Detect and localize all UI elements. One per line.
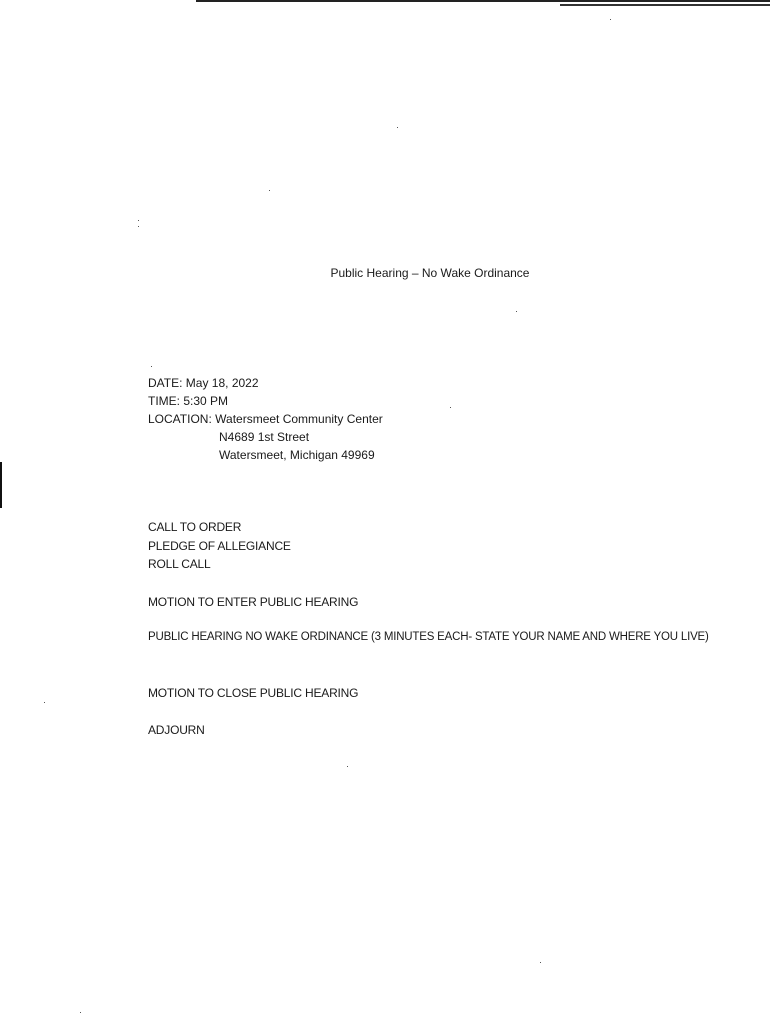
scan-speck xyxy=(44,702,45,703)
agenda-roll-call: ROLL CALL xyxy=(148,557,211,571)
location-row-3 xyxy=(148,446,383,464)
location-line3: Watersmeet, Michigan 49969 xyxy=(219,448,375,462)
scan-edge-top-right xyxy=(560,4,770,6)
agenda-public-hearing: PUBLIC HEARING NO WAKE ORDINANCE (3 MINUTES EACH- STATE YOUR NAME AND WHERE YOU LIVE) xyxy=(148,631,709,643)
agenda-adjourn: ADJOURN xyxy=(148,723,205,737)
agenda-call-to-order: CALL TO ORDER xyxy=(148,520,242,534)
scan-speck xyxy=(397,127,398,128)
time-value: 5:30 PM xyxy=(183,394,229,408)
scan-edge-top xyxy=(196,0,770,2)
scan-speck xyxy=(610,19,611,20)
time-label: TIME: xyxy=(148,394,180,408)
scan-speck xyxy=(450,407,451,408)
scan-speck xyxy=(269,190,270,191)
scan-speck xyxy=(80,1012,81,1013)
scan-speck xyxy=(138,226,139,227)
location-row xyxy=(148,410,383,428)
time-row xyxy=(148,392,383,410)
agenda-motion-close: MOTION TO CLOSE PUBLIC HEARING xyxy=(148,686,359,700)
location-label: LOCATION: xyxy=(148,412,212,426)
date-row xyxy=(148,374,383,392)
date-label: DATE: xyxy=(148,376,183,390)
location-line2: N4689 1st Street xyxy=(219,430,310,444)
meeting-info xyxy=(148,374,383,464)
location-line1: Watersmeet Community Center xyxy=(215,412,383,426)
scan-speck xyxy=(151,366,152,367)
scan-speck xyxy=(516,311,517,312)
document-title: Public Hearing – No Wake Ordinance xyxy=(330,266,530,280)
agenda-pledge: PLEDGE OF ALLEGIANCE xyxy=(148,539,291,553)
scan-speck xyxy=(138,220,139,221)
agenda-motion-enter: MOTION TO ENTER PUBLIC HEARING xyxy=(148,595,359,609)
scan-speck xyxy=(347,766,348,767)
date-value: May 18, 2022 xyxy=(185,376,259,390)
scan-edge-left xyxy=(0,462,2,508)
scan-speck xyxy=(540,962,541,963)
location-row-2 xyxy=(148,428,383,446)
